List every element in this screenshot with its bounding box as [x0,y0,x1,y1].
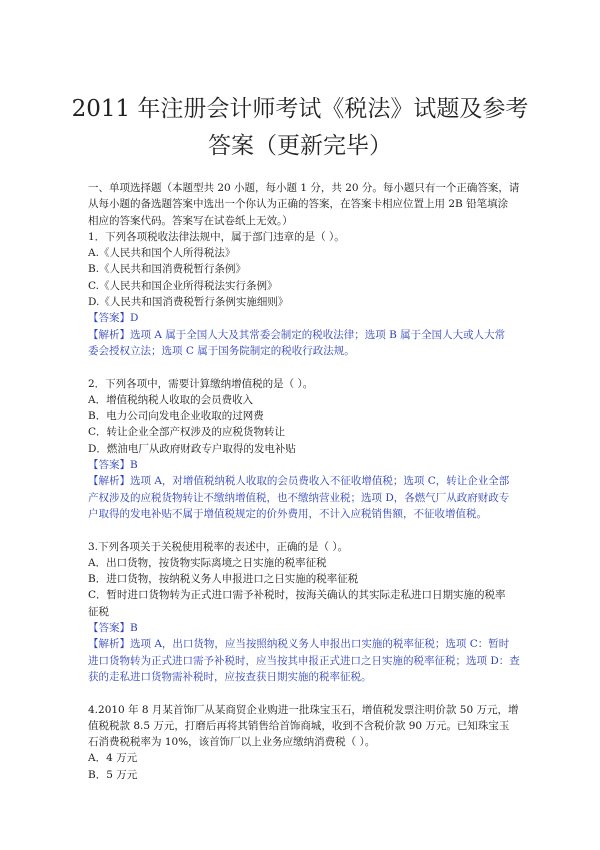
section-intro-line: 从每小题的备选题答案中选出一个你认为正确的答案，在答案卡相应位置上用 2B 铅笔填涂 [88,198,509,211]
question-3-answer: 【答案】B [88,622,138,635]
question-3-option-c: C．暂时进口货物转为正式进口需予补税时，按海关确认的其实际走私进口日期实施的税率 [88,589,506,602]
question-2-analysis: 户取得的发电补贴不属于增值税规定的价外费用，不计入应税销售额，不征收增值税。 [88,507,487,520]
section-intro-line: 相应的答案代码。答案写在试卷纸上无效。） [88,214,293,227]
document-title-line-2: 答案（更新完毕） [208,133,392,159]
question-4-stem: 4.2010 年 8 月某首饰厂从某商贸企业购进一批珠宝玉石，增值税发票注明价款 50 万元，增 [88,703,519,716]
question-1-option-a: A.《人民共和国个人所得税法》 [88,247,236,260]
question-3-analysis: 获的走私进口货物需补税时，应按查获日期实施的税率征税。 [88,670,372,683]
question-4-stem: 石消费税税率为 10%，该首饰厂以上业务应缴纳消费税（ ）。 [88,736,376,749]
question-2-answer: 【答案】B [88,459,138,472]
question-4-stem: 值税税款 8.5 万元，打磨后再将其销售给首饰商城，收到不含税价款 90 万元。已知珠宝玉 [88,719,510,732]
question-1-option-d: D.《人民共和国消费税暂行条例实施细则》 [88,296,289,309]
question-3-analysis: 【解析】选项 A，出口货物，应当按照纳税义务人申报出口实施的税率征税；选项 C：暂时 [88,638,510,651]
question-2-stem: 2．下列各项中，需要计算缴纳增值税的是（ ）。 [88,377,314,390]
document-body [88,180,520,783]
question-3-option-b: B．进口货物，按纳税义务人申报进口之日实施的税率征税 [88,573,359,586]
document-title-line-1: 2011 年注册会计师考试《税法》试题及参考 [71,96,529,122]
question-2-option-d: D．燃油电厂从政府财政专户取得的发电补贴 [88,442,296,455]
question-2-analysis: 产权涉及的应税货物转让不缴纳增值税，也不缴纳营业税；选项 D，各燃气厂从政府财政专 [88,491,510,504]
question-2-option-c: C．转让企业全部产权涉及的应税货物转让 [88,426,286,439]
question-2-option-a: A．增值税纳税人收取的会员费收入 [88,393,254,406]
section-intro-line: 一、单项选择题（本题型共 20 小题，每小题 1 分，共 20 分。每小题只有一个正确答案，请 [88,182,520,194]
question-4-option-a: A．4 万元 [88,752,138,765]
question-1-option-c: C.《人民共和国企业所得税法实行条例》 [88,279,278,292]
question-3-stem: 3.下列各项关于关税使用税率的表述中，正确的是（ ）。 [88,540,349,553]
question-4-option-b: B．5 万元 [88,768,138,781]
question-1-option-b: B.《人民共和国消费税暂行条例》 [88,263,247,276]
question-1-answer: 【答案】D [88,312,139,325]
question-3-analysis: 进口货物转为正式进口需予补税时，应当按其申报正式进口之日实施的税率征税；选项 D：查 [88,654,520,667]
question-1-stem: 1．下列各项税收法律法规中，属于部门违章的是（ ）。 [88,230,345,243]
question-3-option-a: A．出口货物，按货物实际离境之日实施的税率征税 [88,556,327,569]
question-1-analysis: 【解析】选项 A 属于全国人大及其常委会制定的税收法律；选项 B 属于全国人大或人大常 [88,328,506,341]
question-1-analysis: 委会授权立法；选项 C 属于国务院制定的税收行政法规。 [88,344,355,357]
question-3-option-c-cont: 征税 [88,605,109,618]
question-2-analysis: 【解析】选项 A，对增值税纳税人收取的会员费收入不征收增值税；选项 C，转让企业全部 [88,475,510,488]
question-2-option-b: B．电力公司向发电企业收取的过网费 [88,410,264,423]
